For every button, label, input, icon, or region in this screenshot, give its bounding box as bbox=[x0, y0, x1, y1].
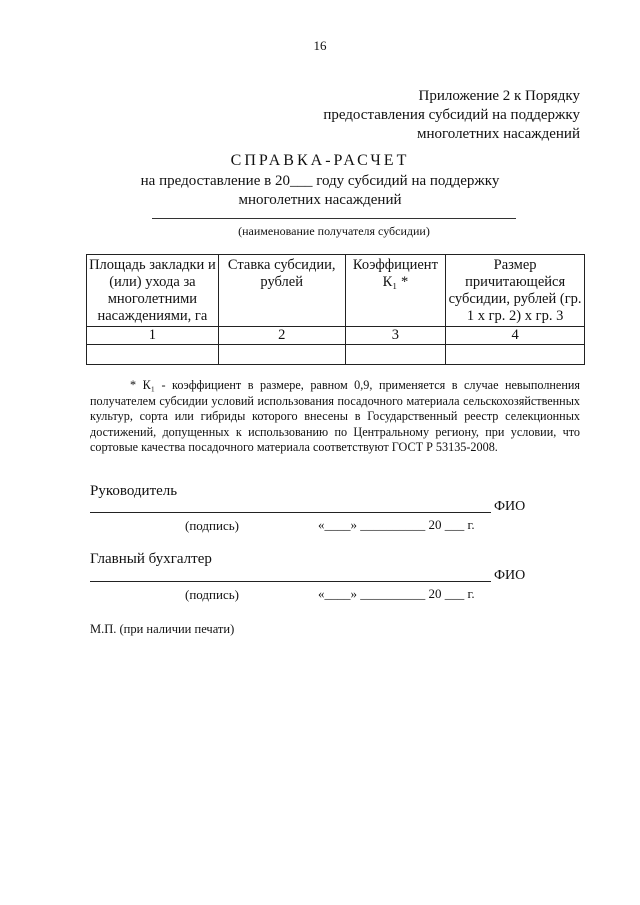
table-header-row bbox=[87, 255, 585, 327]
director-signature-line bbox=[90, 512, 491, 513]
table-cell bbox=[218, 345, 345, 365]
director-signature-caption: (подпись) bbox=[185, 518, 239, 533]
table-row bbox=[87, 345, 585, 365]
recipient-name-line bbox=[152, 218, 516, 219]
appendix-line-3: многолетних насаждений bbox=[416, 126, 580, 142]
header-subsidy-amount: Размер причитающейся субсидии, рублей (гр. 1 х гр. 2) х гр. 3 bbox=[446, 255, 585, 327]
director-fio: ФИО bbox=[494, 499, 526, 514]
chief-accountant-signature-caption: (подпись) bbox=[185, 587, 239, 602]
chief-accountant-signature-line bbox=[90, 581, 491, 582]
director-label: Руководитель bbox=[90, 483, 178, 499]
appendix-reference bbox=[323, 87, 580, 144]
chief-accountant-fio: ФИО bbox=[494, 568, 526, 583]
calculation-table bbox=[86, 254, 585, 365]
header-rate: Ставка субсидии, рублей bbox=[218, 255, 345, 327]
chief-accountant-date: «____» __________ 20 ___ г. bbox=[318, 586, 475, 601]
director-date: «____» __________ 20 ___ г. bbox=[318, 517, 475, 532]
document-subtitle bbox=[0, 172, 640, 210]
table-cell bbox=[87, 345, 219, 365]
column-number: 1 bbox=[87, 327, 219, 345]
header-coefficient: Коэффициент К₁ * bbox=[345, 255, 446, 327]
chief-accountant-label: Главный бухгалтер bbox=[90, 551, 212, 567]
column-number-row bbox=[87, 327, 585, 345]
recipient-caption: (наименование получателя субсидии) bbox=[238, 224, 430, 238]
column-number: 4 bbox=[446, 327, 585, 345]
appendix-line-2: предоставления субсидий на поддержку bbox=[323, 107, 580, 123]
subtitle-line-2: многолетних насаждений bbox=[238, 192, 402, 208]
header-area: Площадь закладки и (или) ухода за многолетними насаждениями, га bbox=[87, 255, 219, 327]
appendix-line-1: Приложение 2 к Порядку bbox=[418, 88, 580, 104]
table-cell bbox=[446, 345, 585, 365]
subtitle-line-1: на предоставление в 20___ году субсидий на поддержку bbox=[140, 173, 500, 189]
page-number: 16 bbox=[313, 38, 327, 53]
column-number: 3 bbox=[345, 327, 446, 345]
stamp-note: М.П. (при наличии печати) bbox=[90, 622, 235, 636]
footnote-text: * К₁ - коэффициент в размере, равном 0,9, применяется в случае невыполнения получателем субсидии условий использования посадочного материала сельскохозяйственных культур, сорта или гибриды которого внесены в Государственный реестр селекционных достижений, допущенных к использованию по Центральному региону, при условии, что сортовые качества посадочного материала соответствуют ГОСТ Р 53135-2008. bbox=[90, 378, 580, 454]
table-cell bbox=[345, 345, 446, 365]
column-number: 2 bbox=[218, 327, 345, 345]
coefficient-footnote bbox=[90, 378, 580, 456]
document-title: СПРАВКА-РАСЧЕТ bbox=[230, 152, 410, 169]
